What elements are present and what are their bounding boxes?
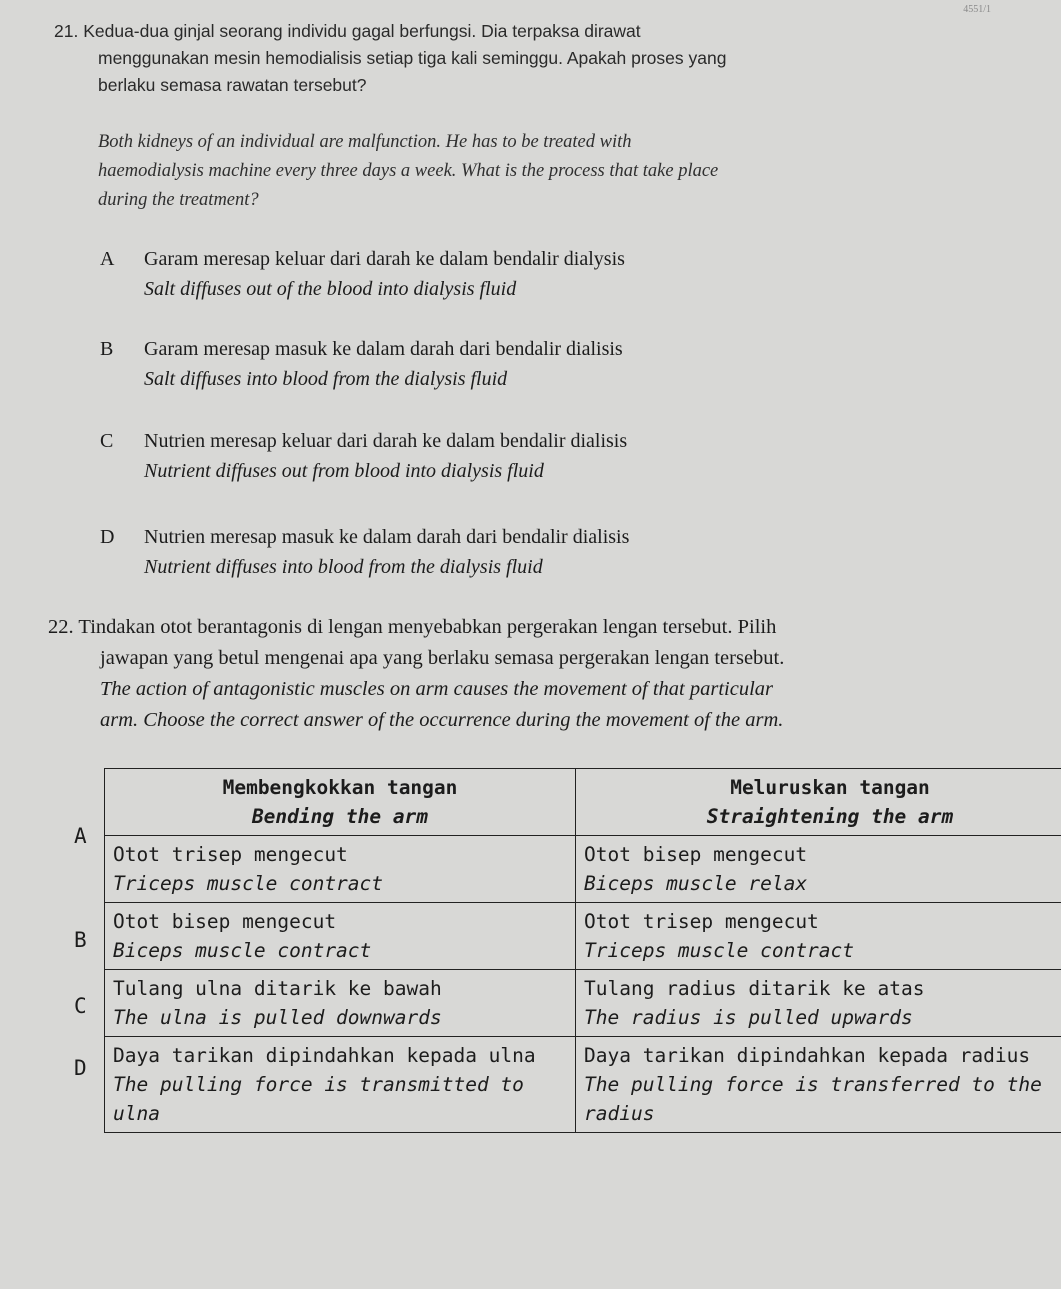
cell-en: Biceps muscle relax — [584, 872, 808, 895]
option-d[interactable] — [100, 522, 1000, 582]
option-text-ms: Garam meresap masuk ke dalam darah dari bendalir dialisis — [144, 338, 623, 360]
q22-en-line: arm. Choose the correct answer of the occurrence during the movement of the arm. — [100, 709, 784, 731]
cell-ms: Otot trisep mengecut — [584, 910, 819, 933]
row-letter[interactable]: B — [74, 928, 87, 952]
row-letter[interactable]: A — [74, 824, 87, 848]
table-row[interactable] — [105, 1037, 1061, 1133]
option-letter: A — [100, 248, 115, 270]
option-text-en: Nutrient diffuses out from blood into dialysis fluid — [144, 460, 544, 482]
cell-ms: Daya tarikan dipindahkan kepada radius — [584, 1044, 1031, 1067]
cell-ms: Daya tarikan dipindahkan kepada ulna — [113, 1044, 536, 1067]
page-number: 4551/1 — [963, 4, 991, 15]
q22-ms-line: jawapan yang betul mengenai apa yang berlaku semasa pergerakan lengan tersebut. — [100, 647, 785, 669]
option-text-en: Nutrient diffuses into blood from the dialysis fluid — [144, 556, 543, 578]
option-letter: C — [100, 430, 114, 452]
column-header — [576, 769, 1061, 836]
q21-en-line: Both kidneys of an individual are malfunction. He has to be treated with — [98, 132, 632, 152]
cell — [105, 1037, 576, 1133]
q21-ms-line: Kedua-dua ginjal seorang individu gagal berfungsi. Dia terpaksa dirawat — [83, 21, 641, 41]
option-text-en: Salt diffuses out of the blood into dialysis fluid — [144, 278, 517, 300]
q21-en-line: during the treatment? — [98, 190, 259, 210]
cell — [576, 836, 1061, 903]
cell-en: The pulling force is transmitted to ulna — [113, 1073, 524, 1125]
header-en: Straightening the arm — [706, 805, 954, 828]
cell — [105, 970, 576, 1037]
cell-en: Triceps muscle contract — [113, 872, 384, 895]
cell — [576, 1037, 1061, 1133]
cell-en: Triceps muscle contract — [584, 939, 855, 962]
cell-ms: Otot bisep mengecut — [113, 910, 337, 933]
option-text-ms: Nutrien meresap keluar dari darah ke dalam bendalir dialisis — [144, 430, 628, 452]
cell — [105, 836, 576, 903]
q22-ms-line: Tindakan otot berantagonis di lengan menyebabkan pergerakan lengan tersebut. Pilih — [78, 616, 777, 638]
question-22 — [48, 612, 1058, 736]
q21-ms-line: menggunakan mesin hemodialisis setiap tiga kali seminggu. Apakah proses yang — [98, 48, 727, 68]
row-letter[interactable]: C — [74, 994, 87, 1018]
cell-en: The pulling force is transferred to the radius — [584, 1073, 1042, 1125]
header-ms: Membengkokkan tangan — [222, 776, 458, 799]
header-ms: Meluruskan tangan — [730, 776, 930, 799]
option-letter: D — [100, 526, 115, 548]
cell-ms: Tulang ulna ditarik ke bawah — [113, 977, 442, 1000]
table-row[interactable] — [105, 836, 1061, 903]
table-row[interactable] — [105, 903, 1061, 970]
option-text-en: Salt diffuses into blood from the dialysis fluid — [144, 368, 508, 390]
column-header — [105, 769, 576, 836]
cell — [105, 903, 576, 970]
option-letter: B — [100, 338, 114, 360]
question-21-english — [98, 128, 998, 215]
header-en: Bending the arm — [251, 805, 429, 828]
question-21-malay — [54, 18, 1014, 99]
cell — [576, 903, 1061, 970]
q22-en-line: The action of antagonistic muscles on arm causes the movement of that particular — [100, 678, 774, 700]
option-text-ms: Garam meresap keluar dari darah ke dalam bendalir dialysis — [144, 248, 625, 270]
answer-table — [104, 768, 1061, 1133]
q21-ms-line: berlaku semasa rawatan tersebut? — [98, 75, 367, 95]
table-header-row — [105, 769, 1061, 836]
q21-en-line: haemodialysis machine every three days a week. What is the process that take place — [98, 161, 719, 181]
option-text-ms: Nutrien meresap masuk ke dalam darah dari bendalir dialisis — [144, 526, 630, 548]
cell-ms: Otot bisep mengecut — [584, 843, 808, 866]
cell-ms: Otot trisep mengecut — [113, 843, 348, 866]
cell-en: The ulna is pulled downwards — [113, 1006, 442, 1029]
cell-en: The radius is pulled upwards — [584, 1006, 913, 1029]
row-letter[interactable]: D — [74, 1056, 87, 1080]
cell-en: Biceps muscle contract — [113, 939, 372, 962]
question-number: 21. — [54, 21, 79, 41]
table-row[interactable] — [105, 970, 1061, 1037]
cell — [576, 970, 1061, 1037]
question-number: 22. — [48, 616, 74, 638]
cell-ms: Tulang radius ditarik ke atas — [584, 977, 925, 1000]
option-a[interactable] — [100, 244, 1000, 304]
option-c[interactable] — [100, 426, 1000, 486]
option-b[interactable] — [100, 334, 1000, 394]
